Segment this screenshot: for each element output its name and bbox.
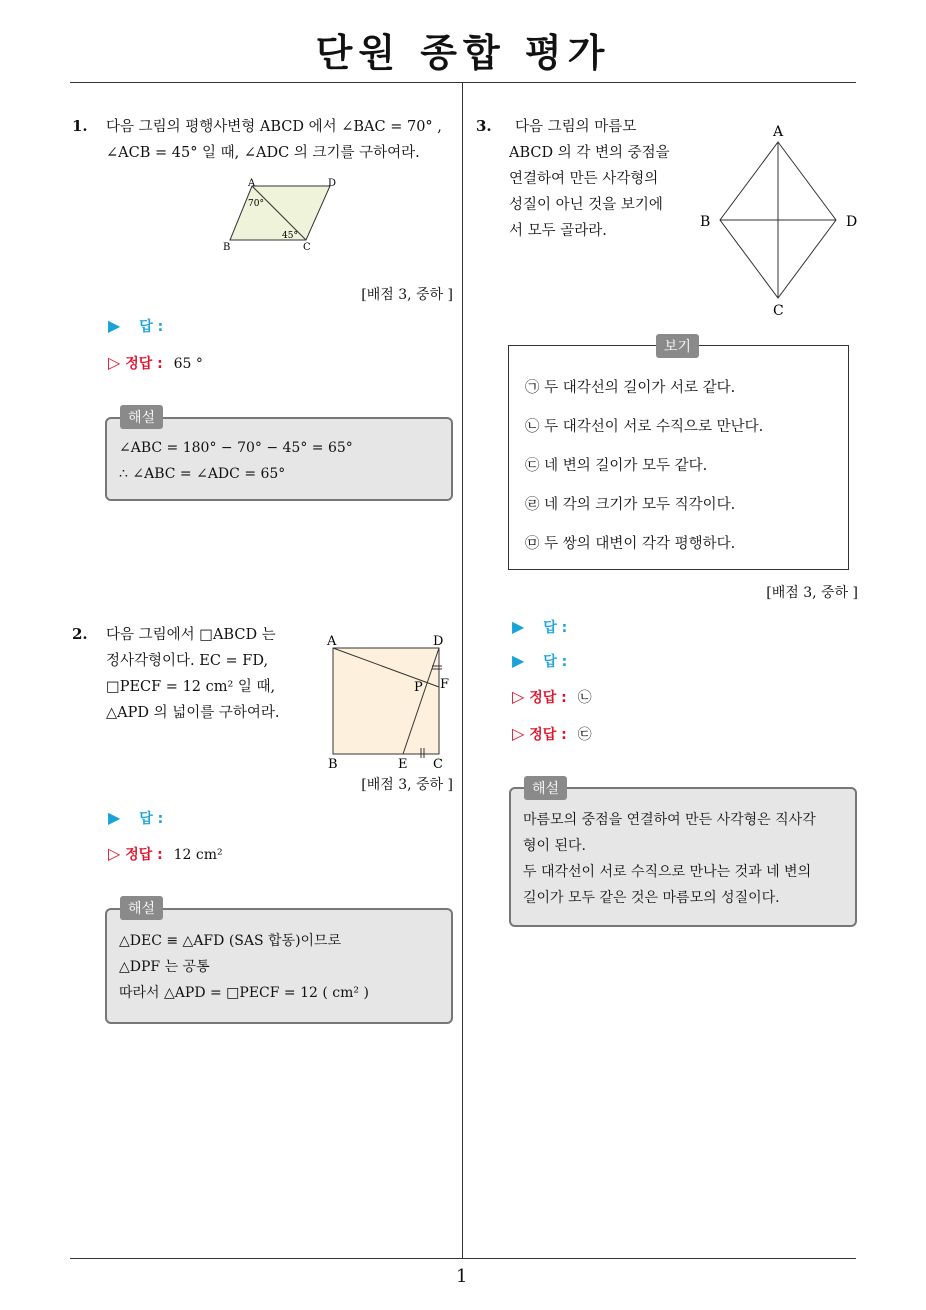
question-text-line: 다음 그림의 마름모 [515, 119, 637, 135]
question-number: 2. [72, 625, 88, 643]
score-label: [배점 3, 중하 ] [361, 287, 453, 303]
vertex-label: F [440, 677, 450, 692]
header-rule [70, 82, 856, 83]
vertex-label: D [846, 214, 858, 230]
answer-marker-icon: ▶ [108, 316, 121, 335]
question-text-line: 서 모두 골라라. [509, 223, 607, 239]
correct-value: 12 cm² [173, 847, 223, 863]
correct-marker-icon: ▷ [108, 844, 121, 863]
answer-label: 답 : [139, 319, 164, 335]
correct-value: ㉢ [577, 727, 592, 743]
vertex-label: C [303, 242, 311, 253]
vertex-label: B [223, 242, 231, 253]
vertex-label: C [773, 303, 784, 319]
question-number: 3. [476, 117, 492, 135]
vertex-label: E [398, 757, 408, 772]
explanation-tag: 해설 [524, 776, 567, 800]
choices-box [508, 345, 849, 570]
choice-item: ㉤ 두 쌍의 대변이 각각 평행하다. [525, 536, 736, 552]
answer-marker-icon: ▶ [108, 808, 121, 827]
vertex-label: D [328, 178, 337, 189]
vertex-label: A [248, 178, 256, 189]
answer-marker-icon: ▶ [512, 617, 525, 636]
page-title: 단원 종합 평가 [315, 31, 611, 75]
correct-answer-row [108, 844, 223, 864]
choice-item: ㉡ 두 대각선이 서로 수직으로 만난다. [525, 419, 764, 435]
correct-label: 정답 : [529, 690, 567, 706]
parallelogram-figure [218, 176, 348, 256]
explanation-tag: 해설 [120, 896, 163, 920]
vertex-label: A [773, 124, 784, 140]
question-text-line: ∠ACB = 45° 일 때, ∠ADC 의 크기를 구하여라. [106, 145, 420, 161]
answer-label: 답 : [543, 654, 568, 670]
answer-label: 답 : [543, 620, 568, 636]
choice-item: ㉢ 네 변의 길이가 모두 같다. [525, 458, 708, 474]
vertex-label: D [433, 634, 444, 649]
score-label: [배점 3, 중하 ] [766, 585, 858, 601]
question-text-line: ABCD 의 각 변의 중점을 [509, 145, 670, 161]
question-text-line: □PECF = 12 cm² 일 때, [106, 679, 276, 695]
rhombus-figure [696, 120, 866, 320]
correct-marker-icon: ▷ [512, 724, 525, 743]
explanation-tag: 해설 [120, 405, 163, 429]
answer-marker-icon: ▶ [512, 651, 525, 670]
question-text-line: 다음 그림의 평행사변형 ABCD 에서 ∠BAC = 70° , [106, 119, 442, 135]
correct-label: 정답 : [125, 356, 163, 372]
vertex-label: P [414, 680, 423, 695]
angle-label: 70° [248, 199, 264, 209]
vertex-label: C [433, 757, 443, 772]
correct-label: 정답 : [529, 727, 567, 743]
explanation-line: 두 대각선이 서로 수직으로 만나는 것과 네 변의 [523, 864, 812, 880]
answer-row [512, 651, 567, 671]
correct-label: 정답 : [125, 847, 163, 863]
question-text-line: 연결하여 만든 사각형의 [509, 171, 659, 187]
question-text-line: 성질이 아닌 것을 보기에 [509, 197, 663, 213]
score-label: [배점 3, 중하 ] [361, 777, 453, 793]
answer-row [512, 617, 567, 637]
correct-value: 65 ° [173, 356, 203, 372]
correct-answer-row [512, 724, 592, 744]
footer-rule [70, 1258, 856, 1259]
choice-item: ㉣ 네 각의 크기가 모두 직각이다. [525, 497, 736, 513]
angle-label: 45° [282, 231, 298, 241]
explanation-line: 마름모의 중점을 연결하여 만든 사각형은 직사각 [523, 812, 816, 828]
explanation-box [105, 417, 453, 501]
answer-label: 답 : [139, 811, 164, 827]
correct-marker-icon: ▷ [108, 353, 121, 372]
question-text-line: △APD 의 넓이를 구하여라. [106, 705, 280, 721]
question-text-line: 다음 그림에서 □ABCD 는 [106, 627, 276, 643]
explanation-line: △DPF 는 공통 [119, 959, 210, 975]
answer-row [108, 316, 163, 336]
explanation-box [105, 908, 453, 1024]
vertex-label: B [700, 214, 711, 230]
vertex-label: A [327, 634, 337, 649]
explanation-line: 형이 된다. [523, 838, 586, 854]
column-divider [462, 83, 463, 1259]
choices-tag: 보기 [656, 334, 699, 358]
answer-row [108, 808, 163, 828]
explanation-line: 따라서 △APD = □PECF = 12 ( cm² ) [119, 985, 369, 1001]
explanation-line: △DEC ≡ △AFD (SAS 합동)이므로 [119, 933, 342, 949]
correct-value: ㉡ [577, 690, 592, 706]
correct-answer-row [108, 353, 203, 373]
vertex-label: B [328, 757, 338, 772]
correct-answer-row [512, 687, 592, 707]
page-number: 1 [456, 1266, 468, 1287]
square-figure [322, 630, 457, 772]
explanation-line: 길이가 모두 같은 것은 마름모의 성질이다. [523, 890, 780, 906]
explanation-line: ∠ABC = 180° − 70° − 45° = 65° [119, 440, 353, 456]
explanation-line: ∴ ∠ABC = ∠ADC = 65° [119, 466, 286, 482]
choice-item: ㉠ 두 대각선의 길이가 서로 같다. [525, 380, 736, 396]
correct-marker-icon: ▷ [512, 687, 525, 706]
question-text-line: 정사각형이다. EC = FD, [106, 653, 269, 669]
question-number: 1. [72, 117, 88, 135]
explanation-box [509, 787, 857, 927]
